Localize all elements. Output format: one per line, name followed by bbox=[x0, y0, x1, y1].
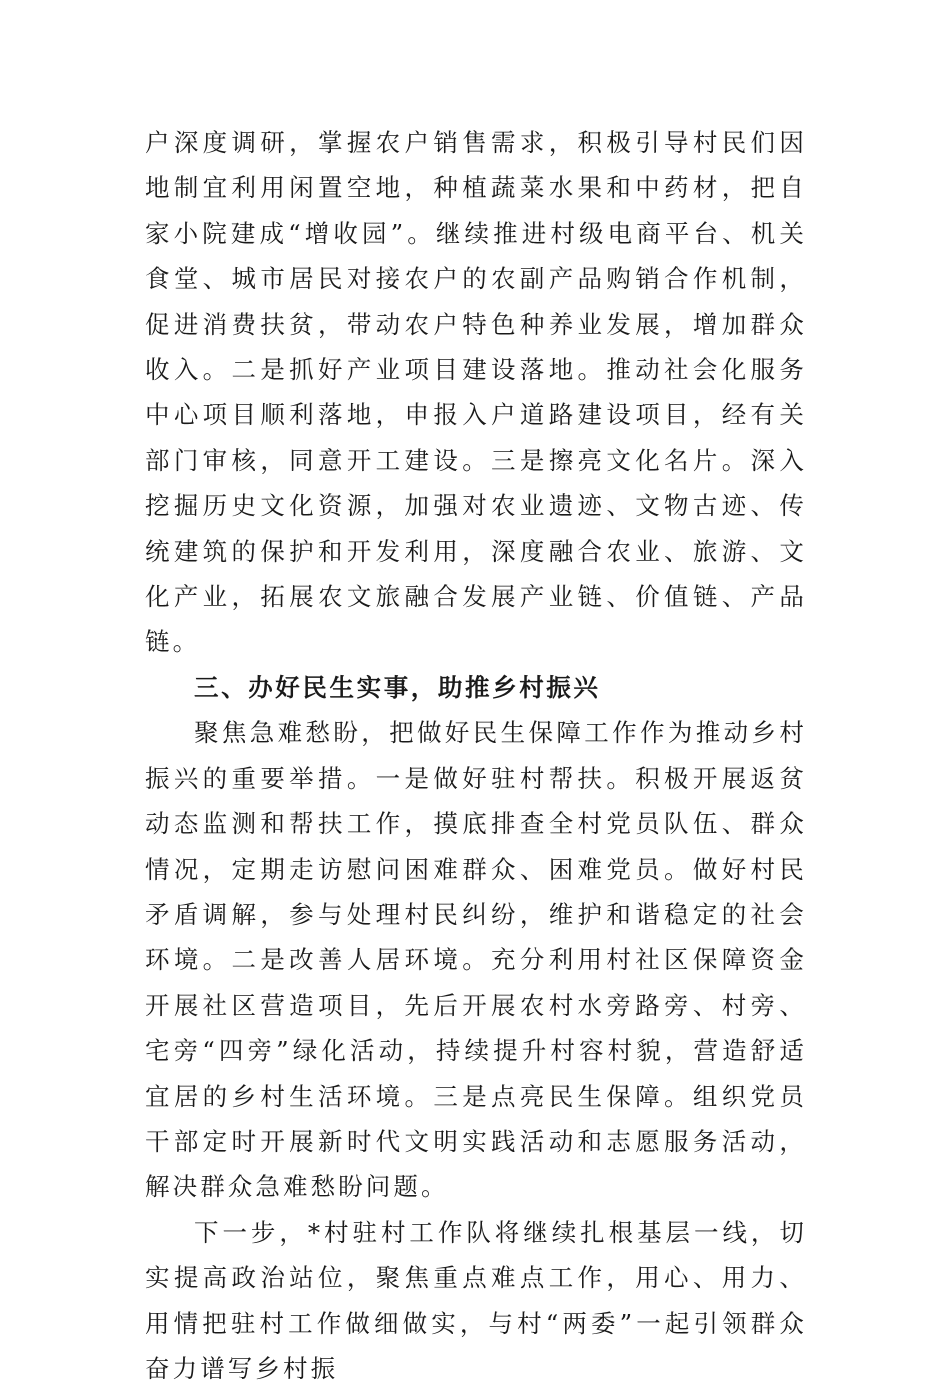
paragraph-next-step: 下一步，*村驻村工作队将继续扎根基层一线，切实提高政治站位，聚焦重点难点工作，用心、用力、用情把驻村工作做细做实，与村“两委”一起引领群众奋力谱写乡村振 bbox=[145, 1217, 807, 1383]
document-body bbox=[145, 120, 807, 1391]
section-heading-3: 三、办好民生实事，助推乡村振兴 bbox=[194, 672, 601, 702]
paragraph-livelihood: 聚焦急难愁盼，把做好民生保障工作作为推动乡村振兴的重要举措。一是做好驻村帮扶。积极开展返贫动态监测和帮扶工作，摸底排查全村党员队伍、群众情况，定期走访慰问困难群众、困难党员。做好村民矛盾调解，参与处理村民纠纷，维护和谐稳定的社会环境。二是改善人居环境。充分利用村社区保障资金开展社区营造项目，先后开展农村水旁路旁、村旁、宅旁“四旁”绿化活动，持续提升村容村貌，营造舒适宜居的乡村生活环境。三是点亮民生保障。组织党员干部定时开展新时代文明实践活动和志愿服务活动，解决群众急难愁盼问题。 bbox=[145, 718, 807, 1202]
paragraph-industry: 户深度调研，掌握农户销售需求，积极引导村民们因地制宜利用闲置空地，种植蔬菜水果和中药材，把自家小院建成“增收园”。继续推进村级电商平台、机关食堂、城市居民对接农户的农副产品购销合作机制，促进消费扶贫，带动农户特色种养业发展，增加群众收入。二是抓好产业项目建设落地。推动社会化服务中心项目顺利落地，申报入户道路建设项目，经有关部门审核，同意开工建设。三是擦亮文化名片。深入挖掘历史文化资源，加强对农业遗迹、文物古迹、传统建筑的保护和开发利用，深度融合农业、旅游、文化产业，拓展农文旅融合发展产业链、价值链、产品链。 bbox=[145, 128, 807, 657]
